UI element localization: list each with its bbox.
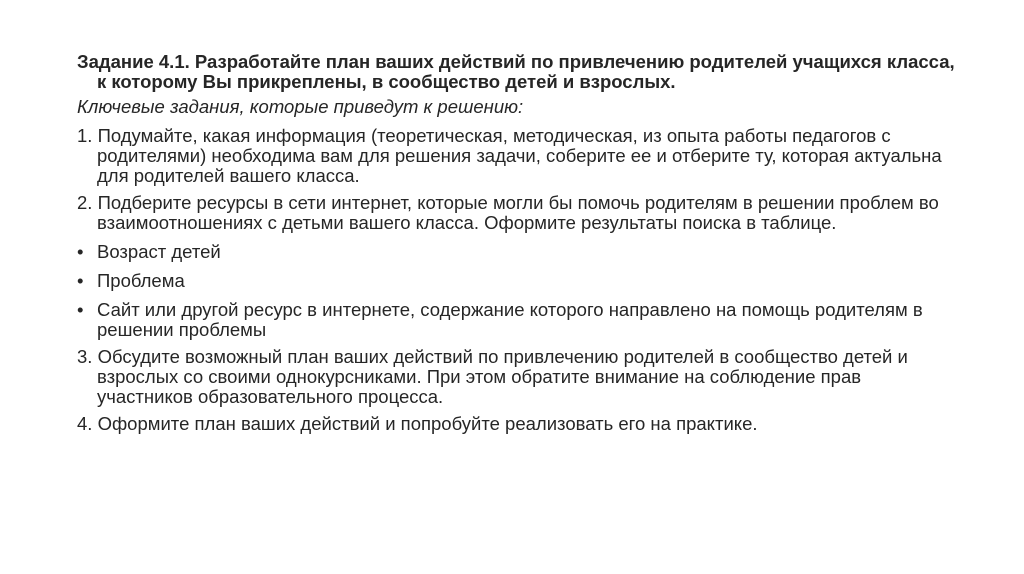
task-item-4: 4. Оформите план ваших действий и попробуйте реализовать его на практике. (77, 413, 758, 434)
bullet-marker: • (77, 270, 84, 291)
bullet-item-resource (77, 300, 957, 340)
bullet-text: Проблема (97, 270, 185, 291)
task-item-3: 3. Обсудите возможный план ваших действий по привлечению родителей в сообщество детей и взрослых со своими однокурсниками. При этом обратите внимание на соблюдение прав участников образовательного процесса. (77, 346, 908, 407)
bullet-text: Возраст детей (97, 241, 221, 262)
bullet-item-age (77, 242, 957, 262)
bullet-item-problem (77, 271, 957, 291)
task-title: Задание 4.1. Разработайте план ваших действий по привлечению родителей учащихся класса, к которому Вы прикреплены, в сообщество детей и взрослых. (77, 51, 955, 92)
bullet-marker: • (77, 299, 84, 320)
task-item-2: 2. Подберите ресурсы в сети интернет, которые могли бы помочь родителям в решении проблем во взаимоотношениях с детьми вашего класса. Оформите результаты поиска в таблице. (77, 192, 939, 233)
bullet-text: Сайт или другой ресурс в интернете, содержание которого направлено на помощь родителям в решении проблемы (97, 299, 923, 340)
bullet-marker: • (77, 241, 84, 262)
key-tasks-intro: Ключевые задания, которые приведут к решению: (77, 96, 524, 117)
task-item-1: 1. Подумайте, какая информация (теоретическая, методическая, из опыта работы педагогов с родителями) необходима вам для решения задачи, соберите ее и отберите ту, которая актуальна для родителей вашего класса. (77, 125, 942, 186)
slide-content (77, 52, 957, 441)
